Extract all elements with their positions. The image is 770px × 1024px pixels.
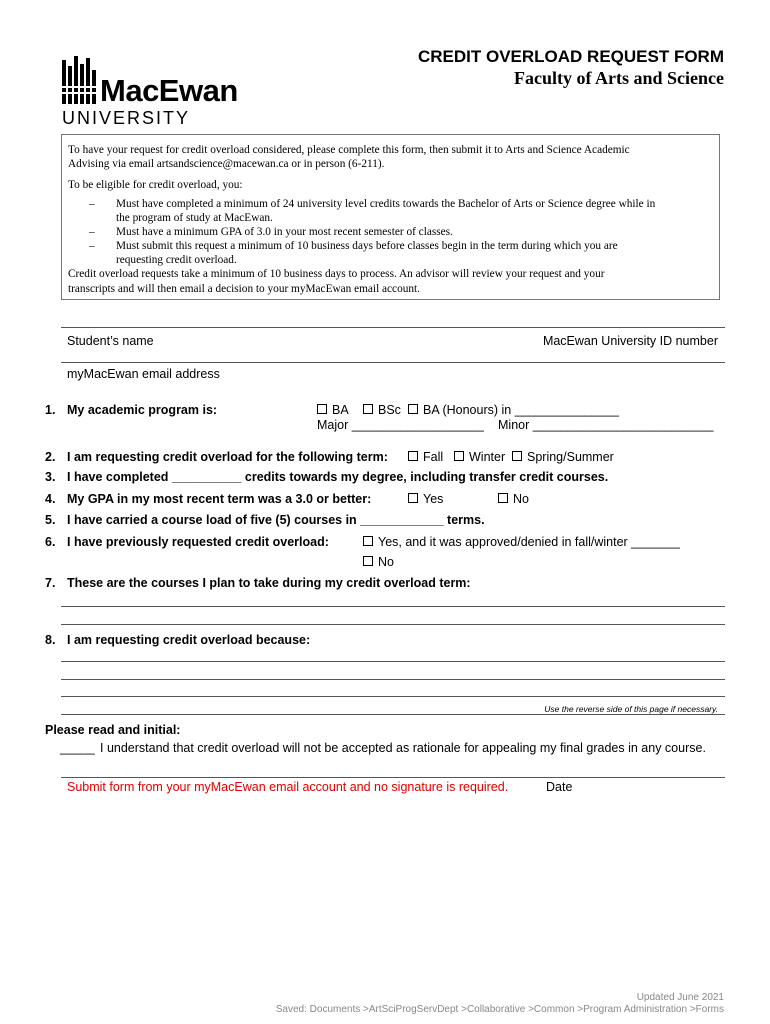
requirement-3b: requesting credit overload.	[116, 254, 237, 266]
email-label: myMacEwan email address	[67, 367, 220, 381]
question-1-text: My academic program is:	[67, 403, 218, 417]
macewan-logo-icon	[60, 56, 100, 108]
logo-university: UNIVERSITY	[62, 108, 191, 128]
bullet-dash: –	[89, 226, 95, 238]
reason-line-3[interactable]	[61, 696, 725, 697]
submit-note: Submit form from your myMacEwan email account and no signature is required.	[67, 780, 509, 794]
question-5-text[interactable]: I have carried a course load of five (5) courses in ____________ terms.	[67, 513, 485, 527]
process-line-2: transcripts and will then email a decision to your myMacEwan email account.	[68, 283, 420, 295]
question-number: 5.	[45, 513, 56, 527]
initial-heading: Please read and initial:	[45, 723, 181, 737]
option-fall[interactable]: Fall	[408, 450, 443, 464]
form-title: CREDIT OVERLOAD REQUEST FORM	[417, 47, 724, 66]
question-number: 8.	[45, 633, 56, 647]
courses-line-1[interactable]	[61, 606, 725, 607]
reason-line-4[interactable]	[61, 714, 725, 715]
option-winter[interactable]: Winter	[454, 450, 505, 464]
checkbox-icon[interactable]	[317, 404, 327, 414]
option-ba-honours[interactable]: BA (Honours) in _______________	[408, 403, 619, 417]
student-name-label: Student’s name	[67, 334, 154, 348]
intro-line-2: Advising via email artsandscience@macewan.ca or in person (6-211).	[68, 158, 385, 170]
date-label: Date	[546, 780, 573, 794]
email-line[interactable]	[61, 362, 725, 363]
checkbox-icon[interactable]	[363, 536, 373, 546]
checkbox-icon[interactable]	[408, 404, 418, 414]
question-4-text: My GPA in my most recent term was a 3.0 or better:	[67, 492, 372, 506]
question-number: 6.	[45, 535, 56, 549]
student-name-line[interactable]	[61, 327, 725, 328]
requirement-1a: Must have completed a minimum of 24 university level credits towards the Bachelor of Arts or Science degree while in	[116, 198, 656, 210]
option-bsc[interactable]: BSc	[363, 403, 401, 417]
minor-field[interactable]: Minor __________________________	[498, 418, 714, 432]
checkbox-icon[interactable]	[408, 451, 418, 461]
reverse-side-note: Use the reverse side of this page if necessary.	[544, 704, 718, 714]
option-gpa-yes[interactable]: Yes	[408, 492, 443, 506]
checkbox-icon[interactable]	[512, 451, 522, 461]
question-7-text: These are the courses I plan to take during my credit overload term:	[67, 576, 471, 590]
requirement-3a: Must submit this request a minimum of 10 business days before classes begin in the term during which you are	[116, 240, 618, 252]
logo-wordmark: MacEwan	[100, 73, 238, 108]
updated-date: Updated June 2021	[636, 992, 724, 1003]
question-3-text[interactable]: I have completed __________ credits towards my degree, including transfer credit courses.	[67, 470, 609, 484]
question-number: 2.	[45, 450, 56, 464]
initial-blank[interactable]: _____	[60, 741, 95, 755]
question-number: 1.	[45, 403, 56, 417]
option-previous-no[interactable]: No	[363, 555, 394, 569]
process-line-1: Credit overload requests take a minimum of 10 business days to process. An advisor will review your request and your	[68, 268, 605, 280]
question-8-text: I am requesting credit overload because:	[67, 633, 311, 647]
requirement-2: Must have a minimum GPA of 3.0 in your most recent semester of classes.	[116, 226, 453, 238]
initial-statement: I understand that credit overload will not be accepted as rationale for appealing my final grades in any course.	[100, 741, 706, 755]
question-number: 4.	[45, 492, 56, 506]
option-previous-yes[interactable]: Yes, and it was approved/denied in fall/winter _______	[363, 535, 680, 549]
reason-line-2[interactable]	[61, 679, 725, 680]
question-number: 7.	[45, 576, 56, 590]
bullet-dash: –	[89, 198, 95, 210]
checkbox-icon[interactable]	[363, 556, 373, 566]
question-6-text: I have previously requested credit overload:	[67, 535, 329, 549]
student-id-label: MacEwan University ID number	[542, 334, 718, 348]
option-spring-summer[interactable]: Spring/Summer	[512, 450, 614, 464]
checkbox-icon[interactable]	[498, 493, 508, 503]
eligibility-heading: To be eligible for credit overload, you:	[68, 179, 243, 191]
question-2-text: I am requesting credit overload for the following term:	[67, 450, 388, 464]
question-number: 3.	[45, 470, 56, 484]
major-field[interactable]: Major ___________________	[317, 418, 484, 432]
reason-line-1[interactable]	[61, 661, 725, 662]
requirement-1b: the program of study at MacEwan.	[116, 212, 273, 224]
bullet-dash: –	[89, 240, 95, 252]
courses-line-2[interactable]	[61, 624, 725, 625]
checkbox-icon[interactable]	[454, 451, 464, 461]
option-gpa-no[interactable]: No	[498, 492, 529, 506]
instructions-box	[61, 134, 720, 300]
saved-path: Saved: Documents >ArtSciProgServDept >Collaborative >Common >Program Administration >Forms	[275, 1004, 724, 1015]
date-line[interactable]	[61, 777, 725, 778]
option-ba[interactable]: BA	[317, 403, 349, 417]
checkbox-icon[interactable]	[408, 493, 418, 503]
faculty-title: Faculty of Arts and Science	[514, 68, 724, 88]
intro-line-1: To have your request for credit overload considered, please complete this form, then submit it to Arts and Science Academic	[68, 144, 630, 156]
checkbox-icon[interactable]	[363, 404, 373, 414]
